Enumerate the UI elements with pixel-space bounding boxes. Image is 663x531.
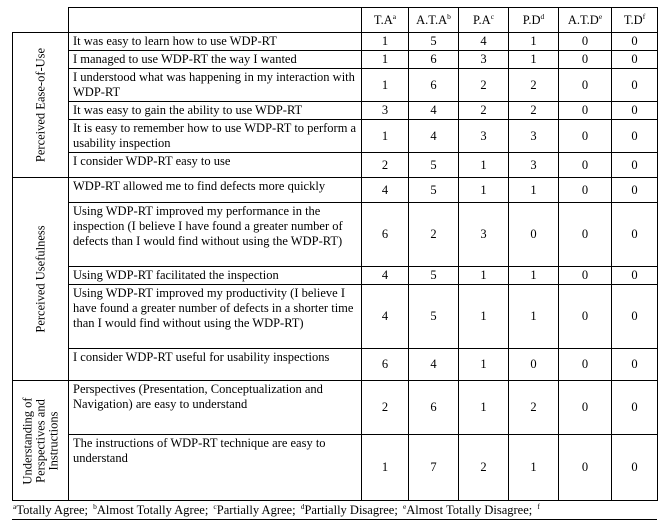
table-row bbox=[13, 33, 658, 51]
value-cell: 0 bbox=[612, 381, 658, 435]
footnote bbox=[12, 500, 657, 520]
value-cell: 5 bbox=[409, 153, 459, 178]
statement-cell: It was easy to gain the ability to use WDP-RT bbox=[69, 102, 362, 120]
value-cell: 0 bbox=[559, 120, 612, 153]
footnote-label: Partially Disagree; bbox=[304, 503, 398, 517]
value-cell: 1 bbox=[509, 267, 559, 285]
value-cell: 5 bbox=[409, 267, 459, 285]
footnote-marker: d bbox=[300, 501, 305, 511]
value-cell: 6 bbox=[409, 51, 459, 69]
value-cell: 1 bbox=[509, 33, 559, 51]
footnote-label: Almost Totally Agree; bbox=[96, 503, 209, 517]
group-label-line: Perceived Ease-of-Use bbox=[33, 47, 47, 163]
statement-cell: I consider WDP-RT easy to use bbox=[69, 153, 362, 178]
survey-results-table-container bbox=[12, 7, 657, 520]
value-cell: 6 bbox=[362, 349, 409, 381]
value-cell: 0 bbox=[509, 349, 559, 381]
value-cell: 0 bbox=[612, 102, 658, 120]
value-cell: 1 bbox=[459, 349, 509, 381]
header-row bbox=[13, 8, 658, 33]
header-col-td: $T.D^f$ bbox=[612, 8, 658, 33]
value-cell: 4 bbox=[409, 120, 459, 153]
value-cell: 6 bbox=[362, 203, 409, 267]
table-row bbox=[13, 102, 658, 120]
group-label-line: Understanding of bbox=[20, 396, 34, 485]
group-label-line: Instructions bbox=[46, 410, 60, 471]
value-cell: 1 bbox=[362, 51, 409, 69]
statement-cell: The instructions of WDP-RT technique are easy to understand bbox=[69, 435, 362, 501]
header-col-pa: $P.A^c$ bbox=[459, 8, 509, 33]
statement-cell: Using WDP-RT improved my performance in the inspection (I believe I have found a greater number of defects than I would find without using the WDP-RT) bbox=[69, 203, 362, 267]
statement-cell: Perspectives (Presentation, Conceptualization and Navigation) are easy to understand bbox=[69, 381, 362, 435]
value-cell: 0 bbox=[559, 349, 612, 381]
value-cell: 0 bbox=[612, 285, 658, 349]
statement-cell: I consider WDP-RT useful for usability inspections bbox=[69, 349, 362, 381]
table-body bbox=[13, 33, 658, 501]
value-cell: 1 bbox=[362, 69, 409, 102]
group-label-line: Perceived Usefulness bbox=[33, 225, 47, 333]
table-row bbox=[13, 203, 658, 267]
value-cell: 0 bbox=[612, 33, 658, 51]
statement-cell: I understood what was happening in my interaction with WDP-RT bbox=[69, 69, 362, 102]
table-row bbox=[13, 120, 658, 153]
value-cell: 0 bbox=[559, 102, 612, 120]
value-cell: 0 bbox=[559, 33, 612, 51]
value-cell: 0 bbox=[559, 435, 612, 501]
header-col-ata: $A.T.A^b$ bbox=[409, 8, 459, 33]
value-cell: 5 bbox=[409, 178, 459, 203]
footnote-label: Partially Agree; bbox=[216, 503, 296, 517]
value-cell: 0 bbox=[612, 435, 658, 501]
value-cell: 4 bbox=[459, 33, 509, 51]
value-cell: 6 bbox=[409, 381, 459, 435]
value-cell: 1 bbox=[509, 178, 559, 203]
value-cell: 5 bbox=[409, 285, 459, 349]
value-cell: 0 bbox=[559, 153, 612, 178]
value-cell: 3 bbox=[459, 51, 509, 69]
value-cell: 0 bbox=[612, 203, 658, 267]
value-cell: 2 bbox=[509, 102, 559, 120]
table-row bbox=[13, 267, 658, 285]
statement-cell: It is easy to remember how to use WDP-RT to perform a usability inspection bbox=[69, 120, 362, 153]
value-cell: 1 bbox=[459, 267, 509, 285]
header-col-pd: $P.D^d$ bbox=[509, 8, 559, 33]
value-cell: 4 bbox=[409, 102, 459, 120]
value-cell: 0 bbox=[509, 203, 559, 267]
value-cell: 0 bbox=[559, 69, 612, 102]
value-cell: 4 bbox=[362, 178, 409, 203]
statement-cell: It was easy to learn how to use WDP-RT bbox=[69, 33, 362, 51]
footnote-label: Almost Totally Disagree; bbox=[406, 503, 533, 517]
header-col-atd: A.T.De bbox=[559, 8, 612, 33]
group-label-text bbox=[34, 48, 47, 162]
value-cell: 0 bbox=[612, 51, 658, 69]
footnote-marker: f bbox=[537, 501, 540, 511]
value-cell: 0 bbox=[612, 69, 658, 102]
table-row bbox=[13, 178, 658, 203]
value-cell: 0 bbox=[612, 178, 658, 203]
value-cell: 7 bbox=[409, 435, 459, 501]
table-row bbox=[13, 69, 658, 102]
statement-cell: Using WDP-RT facilitated the inspection bbox=[69, 267, 362, 285]
footnote-marker: a bbox=[13, 501, 17, 511]
group-label-line: Perspectives and bbox=[33, 398, 47, 483]
value-cell: 0 bbox=[612, 153, 658, 178]
group-label-ease bbox=[13, 33, 69, 178]
value-cell: 1 bbox=[509, 51, 559, 69]
value-cell: 0 bbox=[612, 349, 658, 381]
value-cell: 0 bbox=[612, 120, 658, 153]
value-cell: 1 bbox=[459, 153, 509, 178]
value-cell: 2 bbox=[509, 69, 559, 102]
survey-results-table bbox=[12, 7, 658, 501]
value-cell: 0 bbox=[612, 267, 658, 285]
value-cell: 4 bbox=[409, 349, 459, 381]
value-cell: 2 bbox=[509, 381, 559, 435]
value-cell: 3 bbox=[362, 102, 409, 120]
value-cell: 2 bbox=[409, 203, 459, 267]
value-cell: 1 bbox=[509, 285, 559, 349]
value-cell: 2 bbox=[459, 102, 509, 120]
value-cell: 2 bbox=[362, 381, 409, 435]
table-row bbox=[13, 51, 658, 69]
footnote-marker: c bbox=[213, 501, 217, 511]
value-cell: 1 bbox=[362, 120, 409, 153]
value-cell: 2 bbox=[362, 153, 409, 178]
table-row bbox=[13, 153, 658, 178]
table-row bbox=[13, 381, 658, 435]
header-blank-cell bbox=[13, 8, 69, 33]
value-cell: 3 bbox=[459, 203, 509, 267]
value-cell: 1 bbox=[362, 33, 409, 51]
group-label-text bbox=[21, 397, 60, 484]
group-label-text bbox=[34, 225, 47, 332]
value-cell: 6 bbox=[409, 69, 459, 102]
value-cell: 1 bbox=[459, 178, 509, 203]
header-statement-cell bbox=[69, 8, 362, 33]
value-cell: 3 bbox=[509, 120, 559, 153]
footnote-marker: e bbox=[402, 501, 407, 511]
value-cell: 5 bbox=[409, 33, 459, 51]
value-cell: 4 bbox=[362, 267, 409, 285]
value-cell: 1 bbox=[459, 381, 509, 435]
value-cell: 3 bbox=[459, 120, 509, 153]
statement-cell: Using WDP-RT improved my productivity (I believe I have found a greater number of defects in a shorter time than I would find without using the WDP-RT) bbox=[69, 285, 362, 349]
value-cell: 0 bbox=[559, 178, 612, 203]
value-cell: 1 bbox=[459, 285, 509, 349]
value-cell: 0 bbox=[559, 381, 612, 435]
statement-cell: I managed to use WDP-RT the way I wanted bbox=[69, 51, 362, 69]
table-row bbox=[13, 435, 658, 501]
value-cell: 0 bbox=[559, 285, 612, 349]
value-cell: 0 bbox=[559, 203, 612, 267]
value-cell: 1 bbox=[362, 435, 409, 501]
value-cell: 2 bbox=[459, 435, 509, 501]
value-cell: 2 bbox=[459, 69, 509, 102]
header-col-ta: $T.A^a$ bbox=[362, 8, 409, 33]
group-label-usefulness bbox=[13, 178, 69, 381]
value-cell: 1 bbox=[509, 435, 559, 501]
footnote-label: Totally Agree; bbox=[16, 503, 89, 517]
value-cell: 0 bbox=[559, 51, 612, 69]
group-label-understanding bbox=[13, 381, 69, 501]
footnote-marker: b bbox=[93, 501, 97, 511]
statement-cell: WDP-RT allowed me to find defects more quickly bbox=[69, 178, 362, 203]
value-cell: 0 bbox=[559, 267, 612, 285]
value-cell: 4 bbox=[362, 285, 409, 349]
table-row bbox=[13, 349, 658, 381]
value-cell: 3 bbox=[509, 153, 559, 178]
table-row bbox=[13, 285, 658, 349]
